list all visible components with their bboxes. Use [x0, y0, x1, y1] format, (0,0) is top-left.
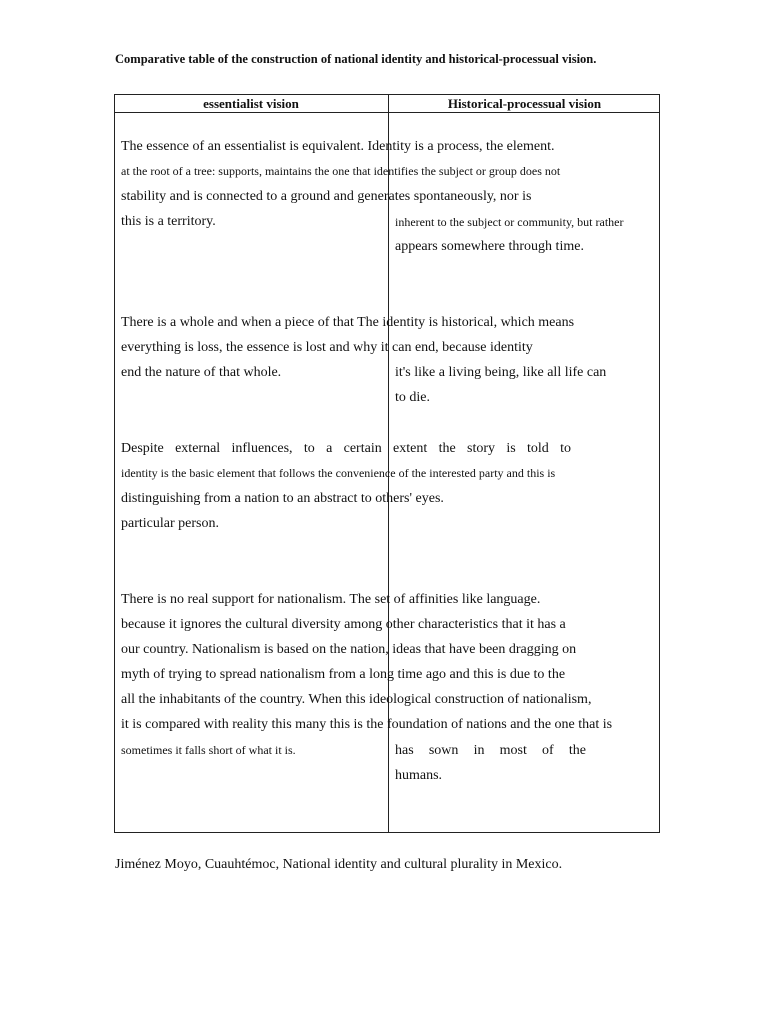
table-line: because it ignores the cultural diversity among other characteristics that it has a: [121, 617, 566, 632]
table-line: distinguishing from a nation to an abstract to others' eyes.: [121, 491, 444, 506]
table-line: myth of trying to spread nationalism from a long time ago and this is due to the: [121, 667, 566, 682]
table-line: Despite external influences, to a certain extent the story is told to: [121, 441, 571, 456]
header-rule: [114, 112, 660, 113]
table-line: sometimes it falls short of what it is.: [121, 743, 296, 757]
table-line: inherent to the subject or community, but rather: [395, 215, 624, 229]
table-line: There is a whole and when a piece of that The identity is historical, which means: [121, 315, 575, 330]
table-line: appears somewhere through time.: [395, 239, 584, 254]
table-line: There is no real support for nationalism. The set of affinities like language.: [121, 592, 541, 607]
table-line: to die.: [395, 390, 430, 405]
table-line: stability and is connected to a ground and generates spontaneously, nor is: [121, 189, 532, 204]
header-historical: Historical-processual vision: [447, 96, 602, 111]
table-line: end the nature of that whole.: [121, 365, 282, 380]
table-line: it's like a living being, like all life can: [395, 365, 607, 380]
table-line: particular person.: [121, 516, 219, 531]
table-line: at the root of a tree: supports, maintains the one that identifies the subject or group does not: [121, 164, 561, 178]
table-line: has sown in most of the: [395, 743, 586, 758]
header-essentialist: essentialist vision: [203, 96, 299, 111]
table-line: The essence of an essentialist is equivalent. Identity is a process, the element.: [121, 139, 555, 154]
table-line: this is a territory.: [121, 214, 216, 229]
table-line: humans.: [395, 768, 443, 783]
document-title: Comparative table of the construction of national identity and historical-processual vision.: [115, 52, 597, 66]
citation: Jiménez Moyo, Cuauhtémoc, National identity and cultural plurality in Mexico.: [115, 857, 563, 872]
table-line: it is compared with reality this many this is the foundation of nations and the one that is: [121, 717, 613, 732]
table-line: all the inhabitants of the country. When this ideological construction of nationalism,: [121, 692, 592, 707]
table-line: our country. Nationalism is based on the nation, ideas that have been dragging on: [121, 642, 577, 657]
table-line: identity is the basic element that follows the convenience of the interested party and this is: [121, 466, 556, 480]
table-line: everything is loss, the essence is lost and why it can end, because identity: [121, 340, 533, 355]
